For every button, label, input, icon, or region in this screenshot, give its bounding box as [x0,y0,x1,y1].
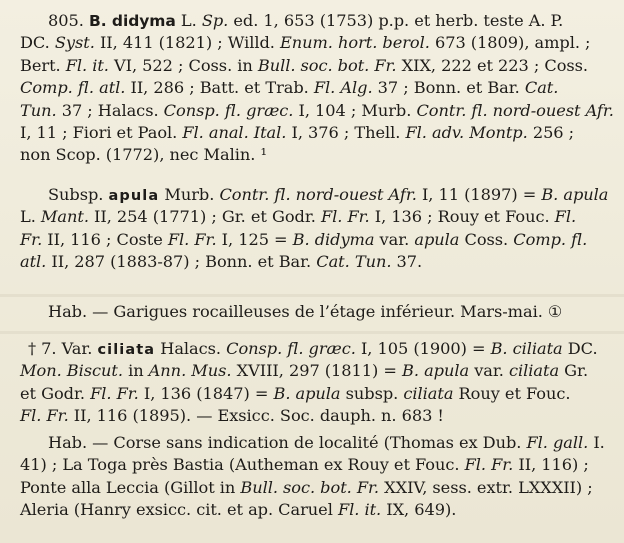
text-run: Syst. [54,33,95,53]
text-run: Fl. Fr. [20,406,69,426]
text-run: Cat. Tun. [316,252,392,272]
text-run: Fl. gall. [526,433,589,452]
text-run: apula [108,188,160,204]
text-run: Fl. Alg. [313,78,373,98]
text-run: Hab. — Corse sans indication de localité (Thomas ex Dub. [48,433,527,452]
text-run: Bull. soc. bot. Fr. [240,477,380,497]
text-run: Coss. [459,229,514,249]
hab-line-line [48,303,562,321]
text-run: I, 376 ; Thell. [286,123,406,142]
text-run: Halacs. [155,339,227,358]
text-run: 37 ; Halacs. [56,100,164,120]
hab2-lines-line [20,501,456,519]
text-run: var. [469,361,509,381]
subsp-lines-line [20,231,587,249]
text-run: Bert. [20,55,66,75]
text-run: Ponte alla Leccia (Gillot in [20,477,241,497]
text-run: ciliata [509,361,560,381]
var-lines-line [20,407,444,425]
text-run: Fl. Fr. [464,455,514,475]
text-run: I. [588,433,605,452]
text-run: Rouy et Fouc. [453,383,571,403]
text-run: XXIV, sess. extr. LXXXII) ; [379,477,593,497]
text-run: Fl. [554,207,577,227]
lines-line [20,146,267,164]
text-run: ciliata [97,342,156,358]
text-run: ed. 1, 653 (1753) p.p. et herb. teste A. P. [228,11,564,30]
text-run: L. [20,207,41,227]
lines-line [48,12,563,30]
text-run: Consp. fl. græc. [163,100,294,120]
text-run: II, 116) ; [513,455,589,475]
text-run: II, 116 ; Coste [42,229,168,249]
text-run: II, 116 (1895). — Exsicc. Soc. dauph. n. 683 ! [68,406,444,426]
text-run: subsp. [340,383,404,403]
text-run: DC. [562,339,598,358]
var-lines-line [20,385,570,403]
text-run: et Godr. [20,383,91,403]
text-run: Bull. soc. bot. Fr. [257,55,397,75]
lines-line [20,102,614,120]
text-run: XIX, 222 et 223 ; Coss. [396,55,589,75]
text-run: Subsp. [48,185,109,204]
text-run: † 7. Var. [28,339,98,358]
text-run: var. [374,229,415,249]
text-run: Fl. it. [65,55,109,75]
text-run: I, 11 (1897) = [416,185,542,204]
text-run: Fl. Fr. [90,383,139,403]
text-run: Fl. it. [337,500,382,520]
text-run: Comp. fl. atl. [20,78,126,98]
text-run: II, 287 (1883-87) ; Bonn. et Bar. [46,252,317,272]
hab2-lines-line [20,456,589,474]
hab2-lines-line [20,479,593,497]
text-run: I, 125 = [216,229,293,249]
text-run: Cat. [524,78,559,98]
text-run: 673 (1809), ampl. ; [429,33,591,53]
text-run: B. didyma [88,12,176,30]
text-run: ciliata [403,383,454,403]
subsp-lines-line [20,253,422,271]
lines-line [20,79,558,97]
section-divider [0,331,624,334]
text-run: Consp. fl. græc. [226,339,356,358]
text-run: II, 411 (1821) ; Willd. [94,33,280,53]
text-run: XVIII, 297 (1811) = [231,361,403,381]
text-run: Gr. [559,361,589,381]
text-run: II, 286 ; Batt. et Trab. [125,78,314,98]
text-run: Mon. Biscut. [20,361,123,381]
text-run: non Scop. (1772), nec Malin. ¹ [20,145,267,165]
text-run: Ann. Mus. [148,361,232,381]
text-run: B. ciliata [490,339,563,358]
text-run: 37. [391,252,423,272]
text-run: Murb. [159,185,220,204]
text-run: Comp. fl. [513,229,588,249]
section-divider [0,294,624,297]
text-run: I, 136 ; Rouy et Fouc. [369,207,555,227]
text-run: Aleria (Hanry exsicc. cit. et ap. Caruel [20,500,338,520]
text-run: Fr. [20,229,43,249]
text-run: B. didyma [292,229,375,249]
text-run: B. apula [273,383,341,403]
text-run: I, 104 ; Murb. [293,100,417,120]
text-run: apula [414,229,460,249]
lines-line [20,124,574,142]
text-run: Tun. [20,100,57,120]
text-run: L. [175,11,202,30]
text-run: Enum. hort. berol. [279,33,430,53]
text-run: DC. [20,33,55,53]
text-run: Mant. [40,207,89,227]
var-lines-line [20,362,588,380]
text-run: I, 136 (1847) = [138,383,274,403]
text-run: Fl. Fr. [320,207,370,227]
text-run: B. apula [541,185,609,204]
text-run: I, 11 ; Fiori et Paol. [20,123,183,142]
subsp-lines-line [20,208,576,226]
text-run: Hab. — Garigues rocailleuses de l’étage inférieur. Mars-mai. ① [48,302,563,321]
text-run: Fl. Fr. [167,229,217,249]
text-run: Fl. anal. Ital. [182,123,287,142]
subsp-lines-line [48,186,608,205]
text-run: 805. [48,11,89,30]
text-run: IX, 649). [381,500,457,520]
text-run: B. apula [402,361,470,381]
var-lines-line [28,340,598,359]
text-run: I, 105 (1900) = [355,339,491,358]
text-run: Contr. fl. nord-ouest Afr. [416,100,614,120]
text-run: Fl. adv. Montp. [405,123,528,142]
text-run: 256 ; [527,123,575,142]
text-run: Sp. [201,11,229,30]
text-run: in [122,361,149,381]
text-run: 37 ; Bonn. et Bar. [372,78,525,98]
text-run: atl. [20,252,47,272]
lines-line [20,57,588,75]
text-run: Contr. fl. nord-ouest Afr. [219,185,417,204]
text-run: 41) ; La Toga près Bastia (Autheman ex Rouy et Fouc. [20,455,465,475]
text-run: II, 254 (1771) ; Gr. et Godr. [88,207,321,227]
hab2-lines-line [48,434,605,452]
lines-line [20,34,590,52]
text-run: VI, 522 ; Coss. in [108,55,258,75]
